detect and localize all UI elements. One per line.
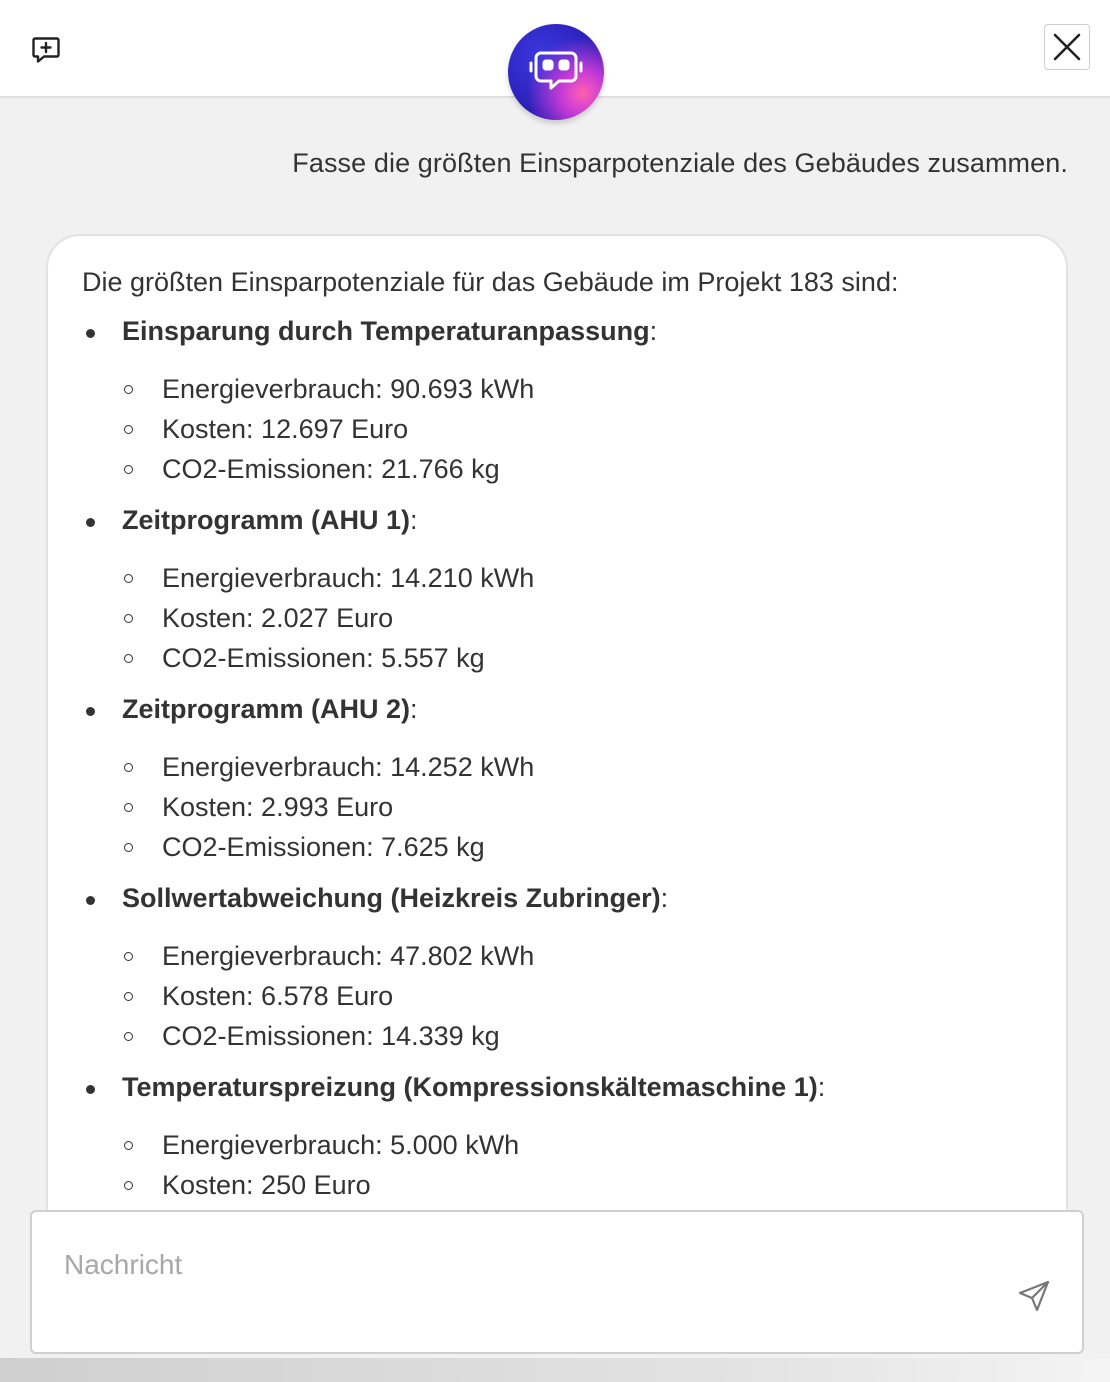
close-icon — [1052, 32, 1082, 62]
savings-item — [82, 313, 1032, 489]
assistant-message — [46, 234, 1068, 1334]
assistant-avatar — [508, 24, 604, 120]
bottom-edge — [0, 1358, 1110, 1382]
savings-detail: Kosten: 250 Euro — [122, 1165, 1032, 1205]
savings-detail: CO2-Emissionen: 21.766 kg — [122, 449, 1032, 489]
send-button[interactable] — [1016, 1278, 1052, 1314]
savings-detail: CO2-Emissionen: 5.557 kg — [122, 638, 1032, 678]
savings-category: Sollwertabweichung (Heizkreis Zubringer): — [122, 883, 669, 913]
bot-chat-icon — [529, 49, 583, 95]
savings-item — [82, 691, 1032, 867]
savings-detail: Energieverbrauch: 5.000 kWh — [122, 1125, 1032, 1165]
savings-item — [82, 1069, 1032, 1205]
savings-category: Zeitprogramm (AHU 1): — [122, 505, 418, 535]
savings-category: Temperaturspreizung (Kompressionskältemaschine 1): — [122, 1072, 826, 1102]
message-input[interactable] — [62, 1244, 966, 1286]
savings-item — [82, 502, 1032, 678]
savings-category: Zeitprogramm (AHU 2): — [122, 694, 418, 724]
savings-detail: CO2-Emissionen: 7.625 kg — [122, 827, 1032, 867]
savings-detail: Energieverbrauch: 14.252 kWh — [122, 747, 1032, 787]
savings-detail: Kosten: 12.697 Euro — [122, 409, 1032, 449]
message-composer — [30, 1210, 1084, 1354]
assistant-intro: Die größten Einsparpotenziale für das Gebäude im Projekt 183 sind: — [82, 267, 899, 297]
close-button[interactable] — [1044, 24, 1090, 70]
savings-list — [82, 313, 1032, 1205]
savings-detail: Energieverbrauch: 90.693 kWh — [122, 369, 1032, 409]
new-chat-button[interactable] — [30, 34, 62, 66]
send-icon — [1017, 1279, 1051, 1313]
user-message: Fasse die größten Einsparpotenziale des Gebäudes zusammen. — [292, 148, 1068, 178]
savings-item — [82, 880, 1032, 1056]
savings-detail: Energieverbrauch: 47.802 kWh — [122, 936, 1032, 976]
savings-detail: Kosten: 2.027 Euro — [122, 598, 1032, 638]
savings-detail: Energieverbrauch: 14.210 kWh — [122, 558, 1032, 598]
savings-detail: Kosten: 6.578 Euro — [122, 976, 1032, 1016]
savings-detail: CO2-Emissionen: 14.339 kg — [122, 1016, 1032, 1056]
message-plus-icon — [30, 34, 62, 66]
savings-detail: Kosten: 2.993 Euro — [122, 787, 1032, 827]
savings-category: Einsparung durch Temperaturanpassung: — [122, 316, 658, 346]
